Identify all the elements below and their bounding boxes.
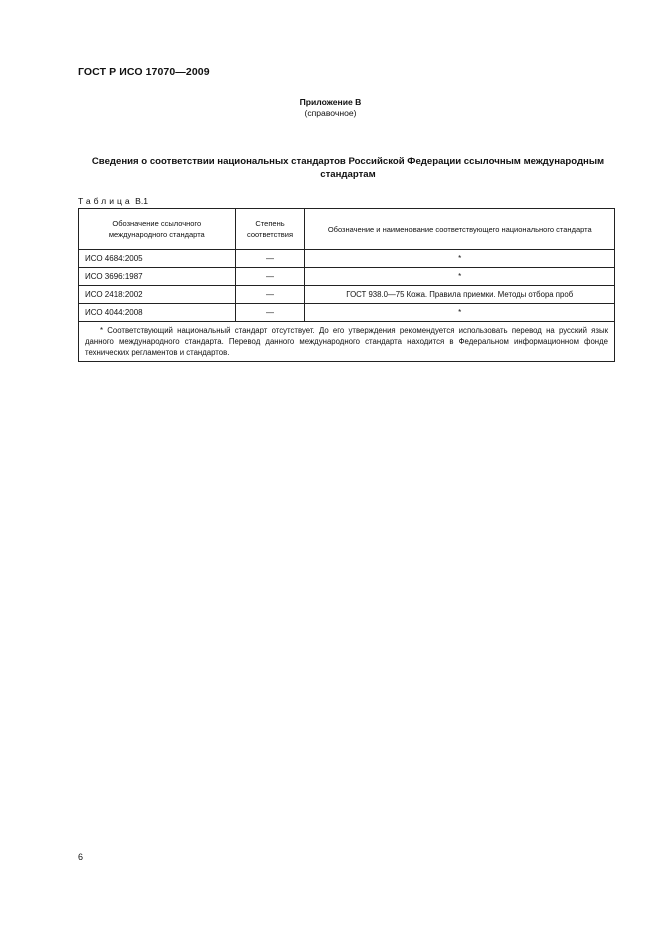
cell-degree: — [235, 286, 305, 304]
table-row [79, 250, 615, 268]
header-intl-standard [79, 209, 236, 250]
table-footnote-cell [79, 322, 615, 362]
page-number: 6 [78, 852, 84, 862]
header-degree-text: Степень соответствия [247, 219, 294, 239]
document-code-header: ГОСТ Р ИСО 17070—2009 [78, 66, 210, 78]
table-footnote: * Соответствующий национальный стандарт отсутствует. До его утверждения рекомендуется использовать перевод на русский язык данного международного стандарта. Перевод данного международного стандарта находится в Федеральном информационном фонде технических регламентов и стандартов. [85, 326, 608, 357]
appendix-type: (справочное) [304, 108, 357, 118]
header-national-standard-text: Обозначение и наименование соответствующего национального стандарта [327, 224, 592, 234]
table-footnote-row [79, 322, 615, 362]
table-row [79, 268, 615, 286]
header-national-standard [305, 209, 615, 250]
cell-national-standard: * [305, 250, 615, 268]
appendix-heading [0, 97, 661, 119]
table-caption-word: Таблица [78, 196, 133, 206]
cell-intl-standard: ИСО 4044:2008 [79, 304, 236, 322]
cell-national-standard: ГОСТ 938.0—75 Кожа. Правила приемки. Методы отбора проб [305, 286, 615, 304]
cell-intl-standard: ИСО 4684:2005 [79, 250, 236, 268]
table-header-row [79, 209, 615, 250]
table-caption [78, 196, 148, 206]
cell-degree: — [235, 304, 305, 322]
cell-degree: — [235, 250, 305, 268]
cell-intl-standard: ИСО 2418:2002 [79, 286, 236, 304]
table-row [79, 304, 615, 322]
table-caption-number: B.1 [135, 196, 148, 206]
header-degree [235, 209, 305, 250]
correspondence-table [78, 208, 615, 362]
section-title: Сведения о соответствии национальных стандартов Российской Федерации ссылочным международным стандартам [91, 156, 605, 180]
table-row [79, 286, 615, 304]
cell-national-standard: * [305, 268, 615, 286]
header-intl-standard-text: Обозначение ссылочного международного стандарта [108, 219, 205, 239]
cell-intl-standard: ИСО 3696:1987 [79, 268, 236, 286]
cell-national-standard: * [305, 304, 615, 322]
cell-degree: — [235, 268, 305, 286]
appendix-title: Приложение B [299, 97, 362, 107]
